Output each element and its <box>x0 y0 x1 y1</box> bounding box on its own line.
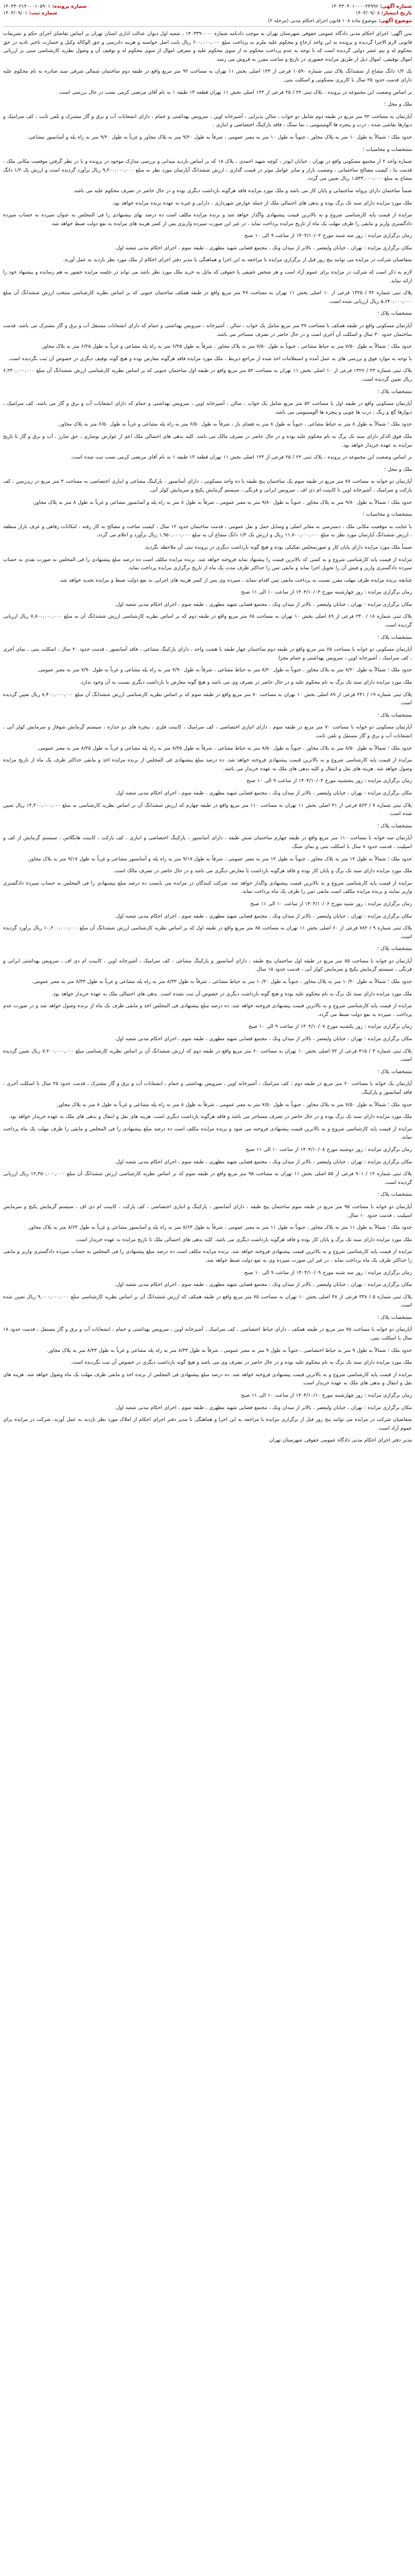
notice-paragraph: حدود ملک ؛ شمالاً به طول ۸/۵۰ متر به پلاک مجاور ، جنوباً به طول ۸/۵۰ متر به حیاط مشاعی ، شرقاً به طول ۸/۲۵ متر به راه پله مشاعی و غرباً به طول ۸/۲۵ متر به معبر عمومی. <box>37 745 412 751</box>
notice-paragraph: مزایده از قیمت پایه کارشناسی شروع و به بالاترین قیمت پیشنهادی واگذار خواهد شد. شرکت کنندگان در مزایده می بایست ده درصد مبلغ پیشنهادی را فی المجلس به حساب سپرده دادگستری واریز نمایند و برنده مزایده مکلف است مابقی ثمن را ظرف یک ماه پرداخت نماید. <box>3 880 412 895</box>
notice-paragraph: لازم به ذکر است که شرکت در مزایده برای عموم آزاد است و هر شخص حقیقی یا حقوقی که مایل به خرید ملک مورد نظر باشد می تواند در جلسه مزایده حضور به هم رسانده و پیشنهاد خود را ارائه نماید. <box>3 269 412 284</box>
notice-paragraph: پلاک ثبتی شماره ۷ / ۵۶۳ فرعی از ۴۱ اصلی بخش ۱۱ تهران به مساحت ۱۱۰ متر مربع واقع در طبقه چهارم که ارزش ششدانگ آن بر اساس نظریه کارشناسی به مبلغ ۱۴,۳۰۰,۰۰۰,۰۰۰ ریال تعیین شده است. <box>3 802 412 817</box>
case-number-value: ۱۴۰۴۴۰۲۱۴۰۰۰۱۰۵۹۰۱ <box>3 4 50 9</box>
notice-paragraph: آپارتمان دو خوابه با مساحت ۷۵ متر مربع در طبقه همکف ، دارای حیاط اختصاصی ، کف سرامیک ، آشپزخانه اوپن ، سرویس بهداشتی و حمام ، انشعابات آب و برق و گاز مستقل ، قدمت حدود ۱۸ سال با اسکلت بتنی. <box>3 1327 412 1342</box>
header-row-top <box>3 3 412 10</box>
notice-paragraph: بر اساس وضعیت این مجموعه در پرونده ، پلاک ثبتی ۲۲ / ۲۵ فرعی از ۱۲۳ اصلی بخش ۱۱ تهران قطعه ۱۳ طبقه ۱ به نام آقای مرتضی کرمی نسب در حال بررسی است. <box>58 89 412 95</box>
notice-number-value: ۱۴۰۴۳۰۴۰۱۰۰۰۰۲۴۹۹۶ <box>331 4 378 9</box>
notice-paragraph: مشخصات و محاسبات ؛ <box>362 512 412 518</box>
notice-header <box>3 2 412 27</box>
notice-paragraph: متقاضیان شرکت در مزایده می توانند پنج روز قبل از برگزاری مزایده با مراجعه به این اجرا و هماهنگی با مدیر دفتر اجرای احکام از ملک مورد نظر بازدید به عمل آورند. <box>63 257 412 263</box>
notice-paragraph: مشخصات پلاک ؛ <box>377 634 412 640</box>
notice-number-label: شماره آگهی: <box>379 4 412 9</box>
notice-paragraph: مشخصات پلاک ؛ <box>377 388 412 395</box>
notice-paragraph: پلاک ثبتی شماره ۱۸ / ۲۴۰ فرعی از ۸۹ اصلی بخش ۱۰ تهران به مساحت ۶۵ متر مربع واقع در طبقه دوم که بر اساس نظریه کارشناسی ارزش ششدانگ آن به مبلغ ۷,۸۰۰,۰۰۰,۰۰۰ ریال ارزیابی گردیده است. <box>3 614 412 629</box>
notice-paragraph: آپارتمان مسکونی دو خوابه با مساحت ۷۰ متر مربع در طبقه سوم ، دارای انباری اختصاصی ، کف سرامیک ، کابینت فلزی ، پنجره های دو جداره ، سیستم گرمایش شوفاژ و سرمایش کولر آبی ، انشعابات آب و برق و گاز مستقل و تلفن ثابت. <box>3 724 412 739</box>
notice-paragraph: حدود ملک ؛ شمالاً به طول ۷/۵۰ متر به پلاک مجاور ، جنوباً به طول ۷/۵۰ متر به معبر عمومی ، شرقاً به طول ۸ متر به راه پله مشاعی و غرباً به طول ۸ متر به پلاک مجاور. <box>56 1101 412 1108</box>
notice-paragraph: زمان برگزاری مزایده : روز شنبه مورخ ۱۴۰۴/۱۰/۰۶ از ساعت ۱۰ الی ۱۱ صبح <box>250 901 412 907</box>
notice-paragraph: بر اساس وضعیت این مجموعه در پرونده ، پلاک ثبتی ۲۲ / ۲۵ فرعی از ۱۲۳ اصلی بخش ۱۱ تهران قطعه ۱۳ طبقه ۱ به نام آقای مرتضی کرمی نسب ثبت شده است. <box>70 454 412 461</box>
notice-paragraph: آپارتمان دو خوابه با مساحت ۹۵ متر مربع در طبقه سوم ساختمان پنج طبقه ، دارای آسانسور ، پارکینگ و انباری اختصاصی ، کف پارکت ، کابینت ام دی اف ، سیستم گرمایش پکیج و سرمایش اسپلیت ، قدمت حدود ۱۰ سال. <box>3 1204 412 1218</box>
notice-paragraph: مزایده از قیمت پایه کارشناسی شروع و به بالاترین قیمت پیشنهادی واگذار خواهد شد و برنده مزایده مکلف است ده درصد بهای پیشنهادی را فی المجلس به عنوان سپرده به حساب سپرده دادگستری واریز و مابقی را ظرف مهلت یک ماه از تاریخ مزایده پرداخت نماید ، در غیر این صورت سپرده واریزی پس از کسر هزینه های مزایده به نفع دولت ضبط خواهد شد. <box>3 212 412 227</box>
notice-paragraph: زمان برگزاری مزایده : روز دوشنبه مورخ ۱۴۰۴/۱۰/۰۸ از ساعت ۱۰ الی ۱۱ صبح <box>246 1146 412 1153</box>
notice-paragraph: آپارتمان دو خوابه به مساحت ۷۸ متر مربع در طبقه سوم یک ساختمان پنج طبقه با ده واحد مسکونی ، دارای آسانسور ، پارکینگ مشاعی و انباری اختصاصی به مساحت ۴ متر مربع در زیرزمین ، کف پارکت و سرامیک ، آشپزخانه اوپن با کابینت ام دی اف ، سرویس ایرانی و فرنگی ، سیستم گرمایش پکیج و سرمایش کولر آبی. <box>3 479 412 493</box>
notice-paragraph: مشخصات پلاک ؛ <box>377 311 412 317</box>
issue-date-value: ۱۴۰۴/۰۹/۰۸ <box>355 10 380 16</box>
notice-paragraph: ملک مورد مزایده دارای سند تک برگ و پایان کار بوده و فاقد هرگونه بازداشت یا معارض دیگری می باشد و در حال حاضر در تصرف مالک است. <box>113 868 412 874</box>
notice-subject-value: موضوع ماده ۱۰۸ قانون اجرای احکام مدنی (مرحله ۲) <box>268 18 377 24</box>
notice-paragraph: پلاک ثبتی شماره ۹ / ۷۸۲ فرعی از ۶۰ اصلی بخش ۱۱ تهران به مساحت ۸۵ متر مربع واقع در طبقه اول که بر اساس نظریه کارشناسی ارزش ششدانگ آن مبلغ ۱۰,۲۰۰,۰۰۰,۰۰۰ ریال برآورد گردیده است. <box>3 925 412 940</box>
notice-paragraph: ضمناً ملک مورد مزایده دارای پایان کار و صورتمجلس تفکیکی بوده و هیچ گونه بازداشت دیگری در پرونده ثبتی آن ملاحظه نگردید. <box>144 544 412 550</box>
notice-paragraph: آپارتمان دو خوابه با مساحت ۸۵ متر مربع در طبقه اول ساختمان پنج طبقه ، دارای آسانسور و پارکینگ مشاعی ، کف سرامیک ، آشپزخانه اوپن ، کابینت ام دی اف ، سرویس بهداشتی ایرانی و فرنگی ، سیستم گرمایش پکیج و سرمایش کولر آبی ، قدمت حدود ۱۵ سال. <box>3 958 412 973</box>
notice-paragraph: حدود ملک ؛ شمالاً به طول ۱۰/۲۰ متر به پلاک مجاور ، جنوباً به طول ۱۰/۲۰ متر به حیاط مشاعی ، شرقاً به طول ۸/۳۳ متر به راه پله مشاعی و غرباً به طول ۸/۳۳ متر به معبر عمومی. <box>31 979 412 985</box>
notice-paragraph: با توجه به موارد فوق و بررسی های به عمل آمده و استعلامات اخذ شده از مراجع ذیربط ، ملک مورد مزایده فاقد هرگونه معارض بوده و هیچ گونه توقیف دیگری در خصوص آن ثبت نگردیده است. <box>8 355 412 362</box>
notice-paragraph: متن آگهی: اجرای احکام مدنی دادگاه عمومی حقوقی شهرستان تهران به موجب دادنامه شماره ۱۴۰۳۳۹۰۰۰۰ ، شعبه اول دیوان عدالت اداری استان تهران بر اساس تقاضای اجرای حکم و تشریفات قانونی لازم الاجرا گردیده و پرونده به این واحد ارجاع و محکوم علیه ملزم به پرداخت مبلغ ۶۰۰,۰۰۰,۰۰۰ ریال بابت اصل خواسته و هزینه دادرسی و حق الوکاله وکیل و خسارت تاخیر تادیه در حق محکوم له و نیم عشر دولتی گردیده است که با توجه به عدم پرداخت محکوم به از سوی محکوم علیه و معرفی اموال از سوی محکوم له و توقیف آن و وصول نظریه کارشناسی مبنی بر ارزیابی اموال توقیفی، اموال ذیل از طریق مزایده حضوری در تاریخ و ساعت مقرر به فروش می رسد. <box>3 31 412 62</box>
notice-paragraph: زمان برگزاری مزایده : روز پنجشنبه مورخ ۱۴۰۴/۱۰/۰۴ از ساعت ۹ الی ۱۰ صبح <box>246 778 412 784</box>
notice-paragraph: مشخصات پلاک ؛ <box>377 712 412 718</box>
notice-paragraph: پلاک ثبتی شماره ۴۳ / ۱۳۲۶ فرعی از ۱۰ اصلی بخش ۱۱ تهران به مساحت ۵۲ متر مربع واقع در طبقه اول ساختمان جنوبی که بر اساس نظریه کارشناسی ارزش ششدانگ آن مبلغ ۶,۲۴۰,۰۰۰,۰۰۰ ریال تعیین گردیده است. <box>3 368 412 382</box>
notice-paragraph: حدود ملک ؛ شمالاً به طول ۱۱ متر به پلاک مجاور ، جنوباً به طول ۱۱ متر به معبر عمومی ، شرقاً به طول ۸/۶۳ متر به راه پله و آسانسور مشاعی و غرباً به طول ۸/۶۳ متر به پلاک مجاور. <box>27 1225 412 1231</box>
notice-paragraph: مکان برگزاری مزایده : تهران ، خیابان ولیعصر ، بالاتر از میدان ونک ، مجتمع قضایی شهید مطهری ، طبقه سوم ، اجرای احکام مدنی شعبه اول. <box>114 245 412 251</box>
notice-paragraph: زمان برگزاری مزایده : روز چهارشنبه مورخ ۱۴۰۴/۱۰/۱۰ از ساعت ۱۰ الی ۱۱ صبح <box>241 1393 412 1399</box>
notice-paragraph: مکان برگزاری مزایده : تهران ، خیابان ولیعصر ، بالاتر از میدان ونک ، مجتمع قضایی شهید مطهری ، طبقه سوم ، اجرای احکام مدنی شعبه اول. <box>114 1404 412 1411</box>
notice-paragraph: مکان برگزاری مزایده : تهران ، خیابان ولیعصر ، بالاتر از میدان ونک ، مجتمع قضایی شهید مطهری ، طبقه سوم ، اجرای احکام مدنی شعبه اول. <box>114 913 412 919</box>
notice-paragraph: مکان برگزاری مزایده : تهران ، خیابان ولیعصر ، بالاتر از میدان ونک ، مجتمع قضایی شهید مطهری ، طبقه سوم ، اجرای احکام مدنی شعبه اول. <box>114 1036 412 1042</box>
notice-paragraph: زمان برگزاری مزایده : روز سه شنبه مورخ ۱۴۰۴/۱۰/۰۲ از ساعت ۹ الی ۱۰ صبح <box>244 233 412 239</box>
registration-number <box>3 10 57 16</box>
notice-paragraph: پلاک ثبتی شماره ۵ / ۳۳۸ فرعی از ۴۸ اصلی بخش ۱۰ تهران به مساحت ۷۵ متر مربع واقع در طبقه همکف که ارزش ششدانگ آن بر اساس نظریه کارشناسی مبلغ ۹,۰۰۰,۰۰۰,۰۰۰ ریال تعیین شده است. <box>3 1294 412 1309</box>
notice-paragraph: ملک مورد مزایده دارای سند تک برگ به نام محکوم علیه بوده و هیچ گونه بازداشت دیگری در خصوص آن ثبت نشده است. بدهی های احتمالی ملک به عهده خریدار خواهد بود. <box>51 991 412 997</box>
notice-paragraph: مشخصات و محاسبات ؛ <box>362 146 412 152</box>
notice-paragraph: ضمناً ساختمان دارای پروانه ساختمانی و پایان کار می باشد و ملک مورد مزایده فاقد هرگونه بازداشت دیگری بوده و در حال حاضر در تصرف محکوم علیه می باشد. <box>73 188 412 194</box>
notice-paragraph: ملک مورد مزایده دارای سند تک برگ و پایان کار بوده و فاقد هرگونه بازداشت دیگری می باشد. کلیه بدهی های احتمالی ملک تا تاریخ مزایده به عهده خریدار است. <box>75 1236 412 1243</box>
notice-paragraph: ملک مورد مزایده دارای سند تک برگ به نام محکوم علیه بوده و در حال حاضر در تصرف وی می باشد و هیچ گونه بازداشت دیگری در خصوص آن ثبت نگردیده است. <box>71 1360 412 1366</box>
notice-paragraph: چنانچه برنده مزایده ظرف مهلت مقرر نسبت به پرداخت مابقی ثمن اقدام ننماید ، سپرده وی پس از کسر هزینه های اجرایی به نفع دولت ضبط و مزایده تجدید خواهد شد. <box>59 577 412 583</box>
notice-paragraph: حدود ملک ؛ شمالاً به طول ۸/۲۰ متر به پلاک مجاور ، جنوباً به طول ۸/۲۰ متر به حیاط مشاعی ، شرقاً به طول ۷/۹۰ متر به راه پله مشاعی و غرباً به طول ۷/۹۰ متر به معبر عمومی. <box>37 667 412 673</box>
notice-paragraph: زمان برگزاری مزایده : روز سه شنبه مورخ ۱۴۰۴/۱۰/۰۹ از ساعت ۹ الی ۱۰ صبح <box>244 1269 412 1276</box>
case-number <box>3 3 87 10</box>
notice-paragraph: حدود ملک ؛ شمالاً به طول ۷/۵۰ متر به حیاط مشاعی ، جنوباً به طول ۷/۵۰ متر به پلاک مجاور ، شرقاً به طول ۶/۲۵ متر به راه پله مشاعی و غرباً به طول ۶/۲۵ متر به پلاک مجاور. <box>40 344 412 350</box>
notice-paragraph: پلاک ثبتی شماره ۱۹ / ۲۴۱ فرعی از ۸۹ اصلی بخش ۱۰ تهران به مساحت ۷۰ متر مربع واقع در طبقه سوم که بر اساس نظریه کارشناسی ارزش ششدانگ آن مبلغ ۸,۴۰۰,۰۰۰,۰۰۰ ریال تعیین گردیده است. <box>3 691 412 706</box>
notice-paragraph: ملک و محل ؛ <box>384 466 412 472</box>
case-number-label: شماره پرونده: <box>51 4 87 9</box>
notice-paragraph: مزایده از قیمت پایه کارشناسی شروع و به کسی که بالاترین قیمت را پیشنهاد نماید فروخته خواهد شد. برنده مزایده مکلف است ده درصد مبلغ پیشنهادی را فی المجلس به صورت نقدی به حساب سپرده دادگستری واریز و فیش آن را تحویل اجرا نماید و مابقی ثمن را حداکثر ظرف مدت یک ماه از تاریخ برگزاری مزایده پرداخت نماید. <box>3 556 412 571</box>
notice-paragraph: مکان برگزاری مزایده : تهران ، خیابان ولیعصر ، بالاتر از میدان ونک ، مجتمع قضایی شهید مطهری ، طبقه سوم ، اجرای احکام مدنی شعبه اول. <box>114 790 412 796</box>
notice-paragraph: مشخصات پلاک ؛ <box>377 823 412 829</box>
notice-paragraph: ملک مورد مزایده دارای سند تک برگ بوده و بدهی های احتمالی ملک از جمله عوارض شهرداری ، دارایی و غیره به عهده برنده مزایده خواهد بود. <box>112 200 412 206</box>
notice-paragraph: مشخصات پلاک ؛ <box>377 946 412 952</box>
notice-paragraph: مزایده از قیمت پایه کارشناسی شروع و به بالاترین قیمت پیشنهادی فروخته خواهد شد. ده درصد مبلغ پیشنهادی فی المجلس از برنده مزایده اخذ و مابقی حداکثر ظرف یک ماه از تاریخ مزایده وصول خواهد شد. هزینه های نقل و انتقال و کلیه بدهی های ملک به عهده خریدار می باشد. <box>3 757 412 772</box>
issue-date-label: تاریخ انتشار: <box>381 10 412 16</box>
header-row-bottom <box>3 10 412 16</box>
notice-paragraph: مزایده از قیمت پایه کارشناسی شروع و به بالاترین قیمت پیشنهادی فروخته می شود و برنده مزایده مکلف است ده درصد مبلغ پیشنهادی را فی المجلس و مابقی را ظرف مهلت یک ماه پرداخت نماید. <box>3 1126 412 1141</box>
notice-paragraph: ملک مورد مزایده دارای سند تک برگ بوده و در حال حاضر در تصرف مستاجر می باشد و فاقد هرگونه بازداشت دیگری است. هزینه های نقل و انتقال و بدهی های ملک به عهده خریدار خواهد بود. <box>8 1114 412 1120</box>
notice-body <box>3 30 412 1445</box>
notice-paragraph: پلاک ثبتی شماره ۴۲ / ۱۳۲۵ فرعی از ۱۰ اصلی بخش ۱۱ تهران به مساحت ۴۷ متر مربع واقع در طبقه همکف ساختمان جنوبی که بر اساس نظریه کارشناسی منتخب ارزش ششدانگ آن مبلغ ۵,۶۴۰,۰۰۰,۰۰۰ ریال ارزیابی شده است. <box>3 290 412 304</box>
notice-paragraph: زمان برگزاری مزایده : روز یکشنبه مورخ ۱۴۰۴/۱۰/۰۷ از ساعت ۹ الی ۱۰ صبح <box>248 1024 412 1030</box>
registration-number-label: شماره ثبت: <box>29 10 58 16</box>
issue-date <box>355 10 412 16</box>
notice-paragraph: مشخصات پلاک ؛ <box>377 1192 412 1198</box>
notice-paragraph: مزایده از قیمت پایه کارشناسی شروع و به بالاترین قیمت پیشنهادی فروخته خواهد شد. ده درصد مبلغ پیشنهادی فی المجلس از برنده اخذ و مابقی ظرف مهلت یک ماه وصول خواهد شد. هزینه های نقل و انتقال و بدهی های ملک به عهده خریدار است. <box>3 1371 412 1386</box>
notice-paragraph: آپارتمان مسکونی واقع در طبقه اول با مساحت ۵۲ متر مربع شامل یک خواب ، سالن ، آشپزخانه اوپن ، سرویس بهداشتی و حمام که دارای انشعابات آب و برق و گاز می باشد. کف سرامیک ، دیوارها گچ و رنگ ، درب ها چوبی و پنجره ها آلومینیومی می باشد. <box>3 401 412 415</box>
notice-subject <box>3 18 412 24</box>
notice-paragraph: پلاک ثبتی شماره ۱۲ / ۹۰۱ فرعی از ۵۵ اصلی بخش ۱۱ تهران به مساحت ۹۵ متر مربع واقع در طبقه سوم که بر اساس نظریه کارشناسی ارزش ششدانگ آن مبلغ ۱۲,۳۵۰,۰۰۰,۰۰۰ ریال ارزیابی گردیده است. <box>3 1171 412 1185</box>
notice-paragraph: آپارتمان سه خوابه با مساحت ۱۱۰ متر مربع واقع در طبقه چهارم ساختمان شش طبقه ، دارای آسانسور ، پارکینگ اختصاصی و انباری ، کف پارکت ، کابینت هایگلاس ، سیستم گرمایش از کف و اسپلیت ، قدمت حدود ۸ سال با اسکلت بتنی و نمای سنگ. <box>3 835 412 850</box>
notice-paragraph: حدود ملک ؛ شمالاً به طول ۹ متر به حیاط اختصاصی ، جنوباً به طول ۹ متر به معبر عمومی ، شرقاً به طول ۸/۳۳ متر به راه پله مشاعی و غرباً به طول ۸/۳۳ متر به پلاک مجاور. <box>46 1347 412 1353</box>
notice-paragraph: آپارتمان به مساحت ۹۲ متر مربع در طبقه دوم شامل دو خواب ، سالن پذیرایی ، آشپزخانه اوپن ، سرویس بهداشتی و حمام ، دارای انشعابات آب و برق و گاز مشترک و تلفن ثابت ، کف سرامیک و دیوارها نقاشی شده ، درب و پنجره ها آلومینیومی ، نما سنگ ، فاقد پارکینگ اختصاصی و انباری . <box>3 113 412 128</box>
notice-paragraph: آپارتمان مسکونی واقع در طبقه همکف با مساحت ۴۷ متر مربع شامل یک خواب ، سالن ، آشپزخانه ، سرویس بهداشتی و حمام که دارای انشعابات مستقل آب و برق و گاز مشترک می باشد. قدمت ساختمان حدود ۳۰ سال و اسکلت آن آجری است و در حال حاضر در تصرف مستاجر می باشد. <box>3 323 412 337</box>
notice-paragraph: زمان برگزاری مزایده : روز چهارشنبه مورخ ۱۴۰۴/۱۰/۰۳ از ساعت ۱۰ الی ۱۱ صبح <box>241 589 412 596</box>
notice-paragraph: حدود ملک ؛ شمالاً به طول ۱۰ متر به پلاک مجاور ، جنوباً به طول ۱۰ متر به معبر عمومی ، شرقاً به طول ۹/۲۰ متر به پلاک مجاور و غرباً به طول ۹/۲۰ متر به راه پله و آسانسور مشاعی. <box>27 134 412 140</box>
notice-paragraph: حدود ملک ؛ شمالاً به طول ۸ متر به حیاط مشاعی ، جنوباً به طول ۸ متر به فضای باز ، شرقاً به طول ۶/۵۰ متر به راه پله مشاعی و غرباً به طول ۶/۵۰ متر به پلاک مجاور. <box>58 421 412 428</box>
notice-paragraph: ملک و محل ؛ <box>384 101 412 108</box>
notice-paragraph: مدیر دفتر اجرای احکام مدنی دادگاه عمومی حقوقی شهرستان تهران <box>269 1437 412 1444</box>
notice-paragraph: شماره واحد ۲ از مجتمع مسکونی واقع در تهران ، خیابان ابوذر ، کوچه شهید احمدی ، پلاک ۱۸ که بر اساس بازدید میدانی و بررسی مدارک موجود در پرونده و با در نظر گرفتن موقعیت مکانی ملک ، قدمت بنا ، کیفیت مصالح ساختمانی ، وضعیت بازار و سایر عوامل موثر در قیمت گذاری ، ارزش ششدانگ آپارتمان مورد نظر به مبلغ ۹,۲۰۰,۰۰۰,۰۰۰ ریال برآورد گردیده است و ارزش یک ۱/۲ دانگ مشاع به مبلغ ۱,۵۳۳,۰۰۰,۰۰۰ ریال تعیین می گردد. <box>3 159 412 182</box>
registration-number-value: ۱۴۰۴/۰۹/۰۱ <box>3 10 28 16</box>
notice-paragraph: با عنایت به موقعیت مکانی ملک ، دسترسی به معابر اصلی و وسایل حمل و نقل عمومی ، قدمت ساختمان حدود ۱۲ سال ، کیفیت ساخت و مصالح به کار رفته ، امکانات رفاهی و عرف بازار منطقه ، ارزش ششدانگ آپارتمان مورد نظر به مبلغ ۱۱,۷۰۰,۰۰۰,۰۰۰ ریال و ارزش یک ۱/۲ دانگ مشاع آن به مبلغ ۱,۹۵۰,۰۰۰,۰۰۰ ریال برآورد و اعلام می گردد. <box>3 523 412 538</box>
notice-paragraph: آپارتمان یک خوابه با مساحت ۶۰ متر مربع در طبقه دوم ، کف سرامیک ، آشپزخانه اوپن ، سرویس بهداشتی و حمام ، انشعابات آب و برق و گاز مشترک ، قدمت حدود ۲۵ سال با اسکلت آجری ، فاقد آسانسور و پارکینگ. <box>3 1081 412 1095</box>
notice-paragraph: مکان برگزاری مزایده : تهران ، خیابان ولیعصر ، بالاتر از میدان ونک ، مجتمع قضایی شهید مطهری ، طبقه سوم ، اجرای احکام مدنی شعبه اول. <box>114 1159 412 1165</box>
notice-paragraph: حدود ملک ؛ شمالاً به طول ۹/۸۰ متر به پلاک مجاور ، جنوباً به طول ۹/۸۰ متر به معبر عمومی ، شرقاً به طول ۸ متر به راه پله و آسانسور مشاعی و غرباً به طول ۸ متر به پلاک مجاور. <box>32 499 412 505</box>
notice-paragraph: مکان برگزاری مزایده : تهران ، خیابان ولیعصر ، بالاتر از میدان ونک ، مجتمع قضایی شهید مطهری ، طبقه سوم ، اجرای احکام مدنی شعبه اول. <box>114 1282 412 1288</box>
notice-paragraph: متقاضیان شرکت در مزایده می توانند پنج روز قبل از برگزاری مزایده با مراجعه به این اجرا و هماهنگی با مدیر دفتر اجرای احکام از املاک مورد نظر بازدید به عمل آورند. شرکت در مزایده برای عموم آزاد است. <box>3 1417 412 1431</box>
notice-paragraph: آپارتمان مسکونی دو خوابه با مساحت ۶۵ متر مربع واقع در طبقه دوم ساختمان چهار طبقه با هشت واحد ، دارای پارکینگ مشاعی ، فاقد آسانسور ، قدمت حدود ۲۰ سال ، اسکلت بتنی ، نمای آجری ، کف سرامیک ، آشپزخانه اوپن ، سرویس بهداشتی و حمام مجزا. <box>3 647 412 661</box>
notice-paragraph: مشخصات پلاک ؛ <box>377 1069 412 1075</box>
notice-subject-label: موضوع آگهی: <box>378 18 412 24</box>
notice-paragraph: مزایده از قیمت پایه کارشناسی شروع و به بالاترین قیمت پیشنهادی فروخته خواهد شد. ده درصد مبلغ پیشنهادی فی المجلس اخذ و مابقی ظرف یک ماه از برنده وصول خواهد شد و در صورت عدم پرداخت ، سپرده به نفع دولت ضبط می گردد. <box>3 1003 412 1018</box>
notice-paragraph: مشخصات پلاک ؛ <box>377 1314 412 1320</box>
notice-paragraph: مکان برگزاری مزایده : تهران ، خیابان ولیعصر ، بالاتر از میدان ونک ، مجتمع قضایی شهید مطهری ، طبقه سوم ، اجرای احکام مدنی شعبه اول. <box>114 601 412 607</box>
notice-paragraph: ملک فوق الذکر دارای سند تک برگ به نام محکوم علیه بوده و در حال حاضر در تصرف مالک می باشد. کلیه بدهی های احتمالی ملک اعم از عوارض نوسازی ، حق شارژ ، آب و برق و گاز تا تاریخ مزایده به عهده خریدار خواهد بود. <box>3 433 412 448</box>
notice-paragraph: مزایده از قیمت پایه کارشناسی شروع و به بالاترین قیمت پیشنهادی فروخته خواهد شد. برنده مزایده مکلف است ده درصد مبلغ پیشنهادی را فی المجلس به حساب سپرده دادگستری واریز و مابقی را حداکثر ظرف یک ماه پرداخت نماید ، در غیر این صورت سپرده وی به نفع دولت ضبط خواهد شد. <box>3 1249 412 1263</box>
notice-paragraph: حدود ملک ؛ شمالاً به طول ۱۲ متر به پلاک مجاور ، جنوباً به طول ۱۲ متر به معبر عمومی ، شرقاً به طول ۹/۱۷ متر به راه پله و آسانسور مشاعی و غرباً به طول ۹/۱۷ متر به پلاک مجاور. <box>27 856 412 862</box>
notice-paragraph: ملک مورد مزایده دارای سند تک برگ به نام محکوم علیه و در حال حاضر در تصرف وی می باشد و هیچ گونه معارض یا بازداشت دیگری نسبت به آن وجود ندارد. <box>79 680 412 686</box>
notice-number <box>331 3 412 10</box>
notice-paragraph: یک ۱/۲ دانگ مشاع از ششدانگ پلاک ثبتی شماره ۱۰۵۹۰ فرعی از ۱۴۳ اصلی بخش ۱۱ تهران به مساحت ۹۲ متر مربع واقع در طبقه دوم ساختمان شمالی شرقی سند صادره به نام محکوم علیه دارای قدمت حدود ۲۵ سال با کاربری مسکونی و اسکلت بتنی. <box>3 69 412 83</box>
notice-paragraph: پلاک ثبتی شماره ۳ / ۴۱۵ فرعی از ۷۲ اصلی بخش ۱۰ تهران به مساحت ۶۰ متر مربع واقع در طبقه دوم که ارزش ششدانگ آن بر اساس نظریه کارشناسی مبلغ ۷,۲۰۰,۰۰۰,۰۰۰ ریال تعیین گردیده است. <box>3 1048 412 1063</box>
